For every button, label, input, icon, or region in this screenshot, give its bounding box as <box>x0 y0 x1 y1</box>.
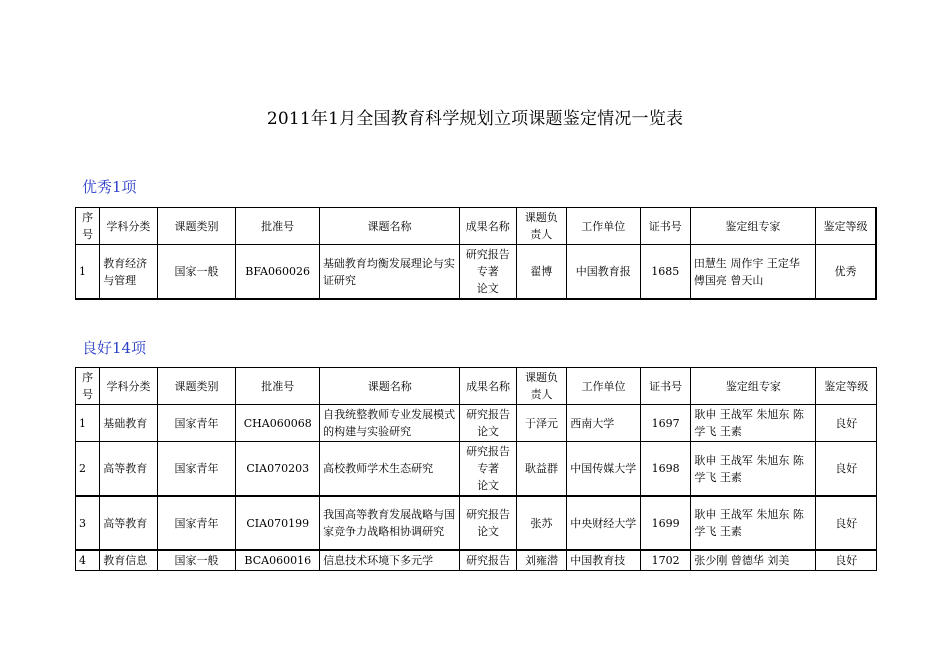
cell-category: 国家青年 <box>157 442 236 497</box>
cell-leader: 耿益群 <box>516 442 566 497</box>
cell-subject: 教育经济与管理 <box>100 245 157 300</box>
cell-name: 基础教育均衡发展理论与实证研究 <box>319 245 459 300</box>
table-row <box>76 442 877 497</box>
cell-unit: 中国教育技 <box>567 550 641 571</box>
cell-approval: CHA060068 <box>236 405 320 442</box>
cell-result: 研究报告 <box>460 550 516 571</box>
table-row <box>76 405 877 442</box>
cell-name: 自我统整教师专业发展模式的构建与实验研究 <box>320 405 460 442</box>
cell-cert: 1699 <box>640 496 690 550</box>
cell-unit: 西南大学 <box>567 405 641 442</box>
section-heading-good: 良好14项 <box>82 339 147 357</box>
section-heading-excellent: 优秀1项 <box>82 178 137 196</box>
cell-category: 国家一般 <box>157 550 236 571</box>
col-experts-header: 鉴定组专家 <box>690 208 815 245</box>
cell-unit: 中国教育报 <box>566 245 640 300</box>
cell-result: 研究报告 专著 论文 <box>460 442 516 497</box>
cell-cert: 1698 <box>640 442 690 497</box>
col-result-header: 成果名称 <box>460 368 516 405</box>
cell-grade: 良好 <box>816 496 877 550</box>
col-subject-header: 学科分类 <box>100 208 157 245</box>
cell-name: 高校教师学术生态研究 <box>320 442 460 497</box>
col-unit-header: 工作单位 <box>566 208 640 245</box>
cell-no: 4 <box>76 550 100 571</box>
cell-result: 研究报告 论文 <box>460 496 516 550</box>
col-category-header: 课题类别 <box>157 368 236 405</box>
cell-result: 研究报告 专著 论文 <box>460 245 516 300</box>
cell-subject: 教育信息 <box>100 550 158 571</box>
cell-no: 1 <box>76 405 100 442</box>
cell-leader: 刘雍潜 <box>516 550 566 571</box>
table-row <box>76 550 877 571</box>
col-no-header: 序号 <box>76 208 100 245</box>
table-row <box>76 496 877 550</box>
cell-cert: 1697 <box>640 405 690 442</box>
col-subject-header: 学科分类 <box>100 368 158 405</box>
cell-grade: 良好 <box>816 442 877 497</box>
cell-category: 国家青年 <box>157 496 236 550</box>
cell-experts: 耿申 王战军 朱旭东 陈学飞 王素 <box>691 496 816 550</box>
cell-approval: BCA060016 <box>236 550 320 571</box>
cell-approval: CIA070203 <box>236 442 320 497</box>
col-unit-header: 工作单位 <box>567 368 641 405</box>
document-title: 2011年1月全国教育科学规划立项课题鉴定情况一览表 <box>266 109 684 129</box>
col-approval-header: 批准号 <box>236 368 320 405</box>
cell-leader: 于泽元 <box>516 405 566 442</box>
cell-leader: 翟博 <box>516 245 566 300</box>
col-name-header: 课题名称 <box>319 208 459 245</box>
cell-subject: 基础教育 <box>100 405 158 442</box>
cell-category: 国家一般 <box>157 245 236 300</box>
cell-experts: 张少刚 曾德华 刘美 <box>691 550 816 571</box>
table-header-row <box>76 208 877 245</box>
cell-no: 1 <box>76 245 100 300</box>
col-leader-header: 课题负责人 <box>516 368 566 405</box>
cell-name: 信息技术环境下多元学 <box>320 550 460 571</box>
cell-cert: 1702 <box>640 550 690 571</box>
cell-leader: 张苏 <box>516 496 566 550</box>
cell-name: 我国高等教育发展战略与国家竞争力战略相协调研究 <box>320 496 460 550</box>
cell-approval: BFA060026 <box>236 245 320 300</box>
table-header-row <box>76 368 877 405</box>
cell-experts: 田慧生 周作宇 王定华 傅国亮 曾天山 <box>690 245 815 300</box>
col-result-header: 成果名称 <box>460 208 516 245</box>
cell-unit: 中央财经大学 <box>567 496 641 550</box>
cell-unit: 中国传媒大学 <box>567 442 641 497</box>
cell-result: 研究报告 论文 <box>460 405 516 442</box>
col-cert-header: 证书号 <box>640 208 690 245</box>
col-name-header: 课题名称 <box>320 368 460 405</box>
cell-grade: 良好 <box>816 550 877 571</box>
cell-experts: 耿申 王战军 朱旭东 陈学飞 王素 <box>691 442 816 497</box>
cell-no: 2 <box>76 442 100 497</box>
cell-no: 3 <box>76 496 100 550</box>
col-experts-header: 鉴定组专家 <box>691 368 816 405</box>
good-table <box>75 367 877 571</box>
col-grade-header: 鉴定等级 <box>816 368 877 405</box>
cell-approval: CIA070199 <box>236 496 320 550</box>
col-cert-header: 证书号 <box>640 368 690 405</box>
cell-subject: 高等教育 <box>100 496 158 550</box>
excellent-table <box>75 207 877 300</box>
cell-grade: 优秀 <box>815 245 876 300</box>
col-leader-header: 课题负责人 <box>516 208 566 245</box>
col-grade-header: 鉴定等级 <box>815 208 876 245</box>
table-row <box>76 245 877 300</box>
cell-cert: 1685 <box>640 245 690 300</box>
cell-category: 国家青年 <box>157 405 236 442</box>
col-category-header: 课题类别 <box>157 208 236 245</box>
col-no-header: 序号 <box>76 368 100 405</box>
cell-subject: 高等教育 <box>100 442 158 497</box>
cell-grade: 良好 <box>816 405 877 442</box>
col-approval-header: 批准号 <box>236 208 320 245</box>
cell-experts: 耿申 王战军 朱旭东 陈学飞 王素 <box>691 405 816 442</box>
